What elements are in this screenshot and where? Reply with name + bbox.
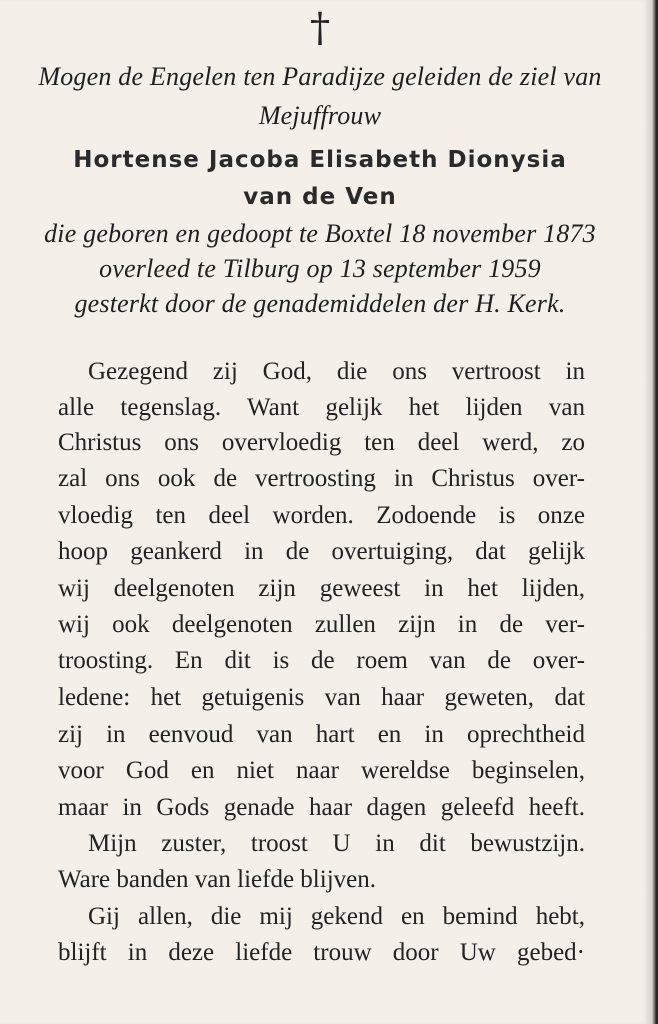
cross-icon: † xyxy=(310,5,330,51)
sacrament-line: gesterkt door de genademiddelen der H. Kerk. xyxy=(74,289,566,318)
body-line: alle tegenslag. Want gelijk het lijden van xyxy=(58,394,585,421)
body-line: Ware banden van liefde blijven. xyxy=(58,866,376,893)
body-line: hoop geankerd in de overtuiging, dat gelijk xyxy=(58,538,585,565)
deceased-name-line-2: van de Ven xyxy=(243,184,397,210)
body-line: ledene: het getuigenis van haar geweten, dat xyxy=(58,684,585,711)
card-edge xyxy=(646,0,658,1024)
body-line: wij deelgenoten zijn geweest in het lijden, xyxy=(58,575,585,602)
body-line: Gezegend zij God, die ons vertroost in xyxy=(88,358,585,385)
body-line: voor God en niet naar wereldse beginselen, xyxy=(58,757,585,784)
body-line: zal ons ook de vertroosting in Christus over- xyxy=(58,465,585,492)
death-line: overleed te Tilburg op 13 september 1959 xyxy=(99,254,541,283)
birth-line: die geboren en gedoopt te Boxtel 18 november 1873 xyxy=(44,219,596,248)
body-line: maar in Gods genade haar dagen geleefd heeft. xyxy=(58,794,585,821)
body-line: vloedig ten deel worden. Zodoende is onze xyxy=(58,502,585,529)
body-line: Christus ons overvloedig ten deel werd, zo xyxy=(58,429,585,456)
invocation-line-1: Mogen de Engelen ten Paradijze geleiden de ziel van xyxy=(38,62,602,91)
body-line: blijft in deze liefde trouw door Uw gebed· xyxy=(58,939,585,966)
body-line: troosting. En dit is de roem van de over- xyxy=(58,647,585,674)
invocation-line-2: Mejuffrouw xyxy=(258,101,382,130)
deceased-name-line-1: Hortense Jacoba Elisabeth Dionysia xyxy=(73,147,567,173)
body-line: wij ook deelgenoten zullen zijn in de ver- xyxy=(58,611,585,638)
body-line: zij in eenvoud van hart en in oprechtheid xyxy=(58,721,585,748)
body-line: Gij allen, die mij gekend en bemind hebt, xyxy=(88,903,585,930)
body-line: Mijn zuster, troost U in dit bewustzijn. xyxy=(88,830,585,857)
